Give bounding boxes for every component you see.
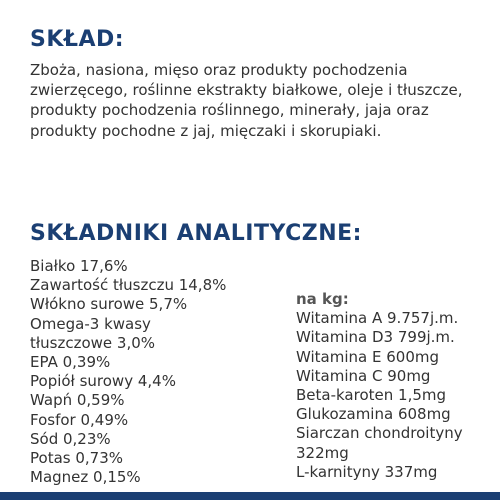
analytical-item-ash: Popiół surowy 4,4% (30, 372, 176, 391)
per-kg-item-l-carnitine: L-karnityny 337mg (296, 462, 438, 481)
analytical-heading: SKŁADNIKI ANALITYCZNE: (30, 221, 362, 246)
analytical-item-epa: EPA 0,39% (30, 353, 111, 372)
bottom-accent-bar (0, 492, 500, 500)
analytical-item-omega3-line2: tłuszczowe 3,0% (30, 333, 156, 352)
per-kg-item-glucosamine: Glukozamina 608mg (296, 405, 451, 424)
per-kg-item-chondroitin-line1: Siarczan chondroityny (296, 424, 463, 443)
per-kg-label: na kg: (296, 290, 349, 308)
per-kg-item-vitamin-a: Witamina A 9.757j.m. (296, 309, 459, 328)
analytical-item-fibre: Włókno surowe 5,7% (30, 295, 188, 314)
composition-text: Zboża, nasiona, mięso oraz produkty pochodzenia zwierzęcego, roślinne ekstrakty białkowe, oleje i tłuszcze, produkty pochodzenia roślinnego, minerały, jaja oraz produkty pochodne z jaj, mięczaki i skorupiaki. (30, 61, 463, 140)
per-kg-list (296, 290, 463, 482)
analytical-item-calcium: Wapń 0,59% (30, 391, 125, 410)
analytical-item-omega3-line1: Omega-3 kwasy (30, 314, 151, 333)
composition-heading: SKŁAD: (30, 27, 125, 52)
analytical-item-fat: Zawartość tłuszczu 14,8% (30, 276, 227, 295)
analytical-item-sodium: Sód 0,23% (30, 429, 111, 448)
analytical-list (30, 257, 226, 487)
analytical-item-magnesium: Magnez 0,15% (30, 468, 141, 487)
per-kg-item-beta-carotene: Beta-karoten 1,5mg (296, 386, 447, 405)
per-kg-item-vitamin-e: Witamina E 600mg (296, 347, 439, 366)
per-kg-item-vitamin-c: Witamina C 90mg (296, 366, 431, 385)
analytical-item-phosphorus: Fosfor 0,49% (30, 410, 129, 429)
analytical-item-protein: Białko 17,6% (30, 257, 128, 275)
per-kg-item-vitamin-d3: Witamina D3 799j.m. (296, 328, 455, 347)
per-kg-item-chondroitin-line2: 322mg (296, 443, 349, 462)
analytical-item-potassium: Potas 0,73% (30, 449, 123, 468)
